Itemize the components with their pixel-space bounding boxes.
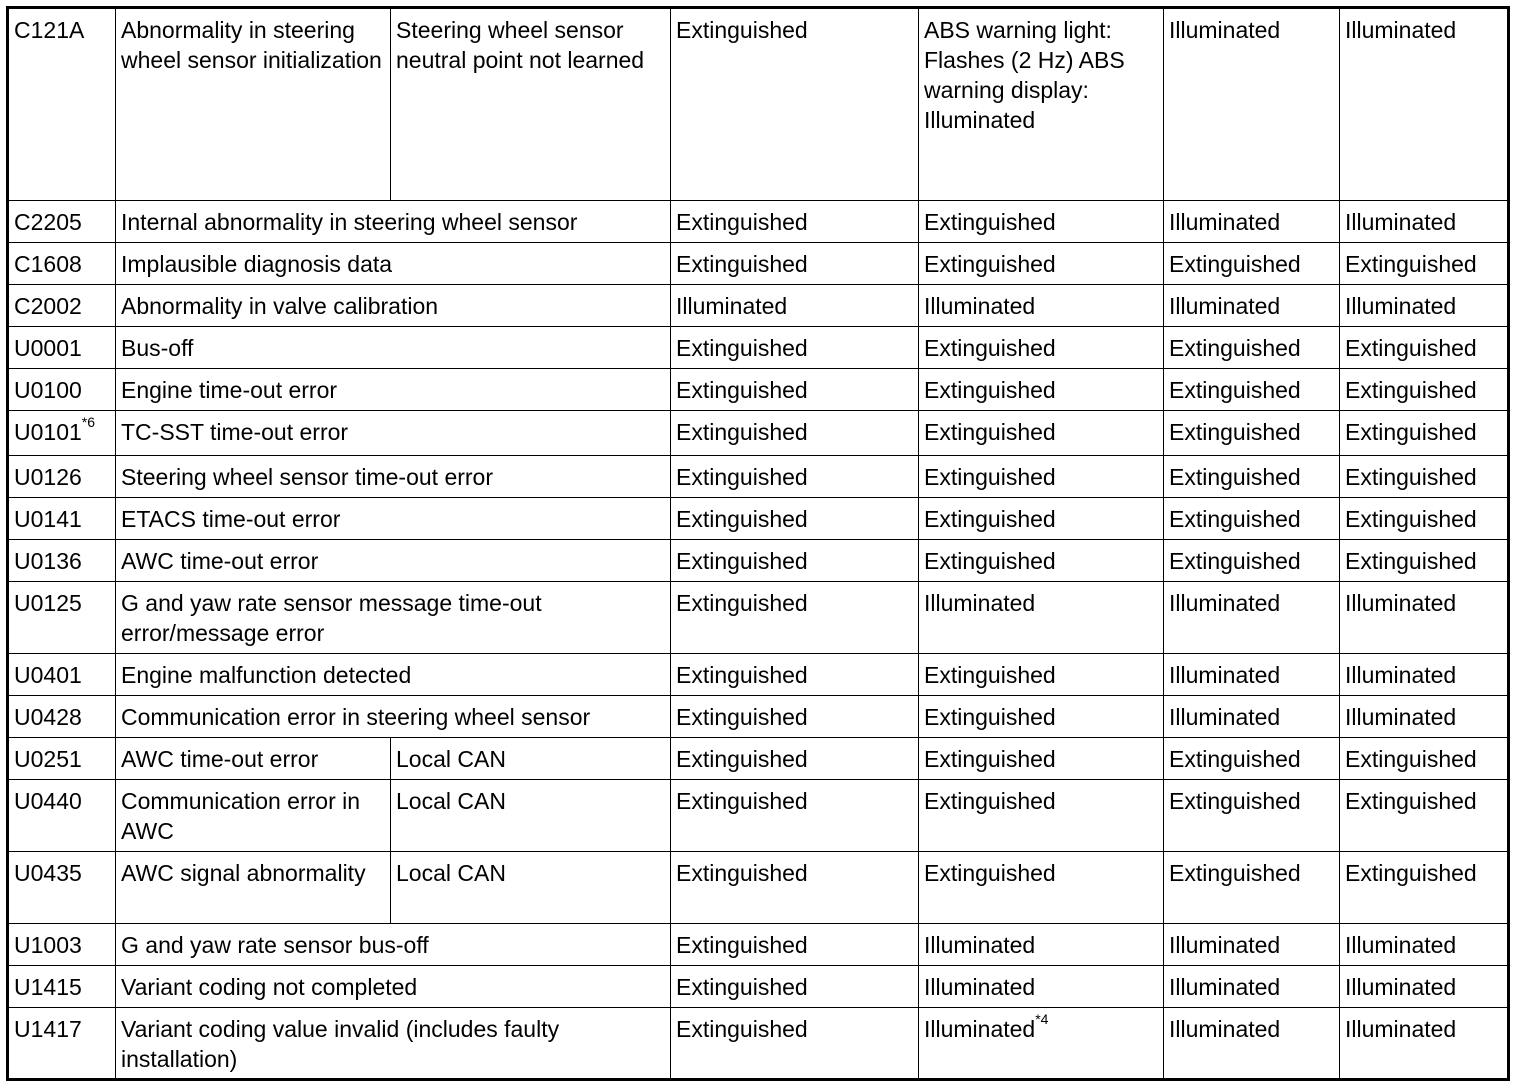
status-col4-cell: Illuminated xyxy=(1340,696,1509,738)
status-col3-cell: Extinguished xyxy=(1164,852,1340,924)
sub-condition-cell: Steering wheel sensor neutral point not learned xyxy=(391,8,671,201)
status-col4-cell: Illuminated xyxy=(1340,201,1509,243)
status-col1-cell: Extinguished xyxy=(671,540,919,582)
table-row xyxy=(8,696,1509,738)
table-row xyxy=(8,411,1509,456)
status-col2-cell: Extinguished xyxy=(919,201,1164,243)
status-col2-cell: Extinguished xyxy=(919,540,1164,582)
description-cell: AWC time-out error xyxy=(116,738,391,780)
status-col4-cell: Illuminated xyxy=(1340,966,1509,1008)
status-col1-cell: Extinguished xyxy=(671,243,919,285)
dtc-code-cell: U1003 xyxy=(8,924,116,966)
table-row xyxy=(8,540,1509,582)
status-col2-cell: Extinguished xyxy=(919,852,1164,924)
dtc-code-cell: U0428 xyxy=(8,696,116,738)
status-col1-cell: Extinguished xyxy=(671,654,919,696)
table-row xyxy=(8,456,1509,498)
status-col2-cell: Extinguished xyxy=(919,696,1164,738)
footnote-marker: *6 xyxy=(81,414,96,431)
status-col4-cell: Extinguished xyxy=(1340,498,1509,540)
description-cell: Abnormality in steering wheel sensor initialization xyxy=(116,8,391,201)
table-row xyxy=(8,285,1509,327)
table-row xyxy=(8,498,1509,540)
status-col3-cell: Extinguished xyxy=(1164,327,1340,369)
status-col3-cell: Illuminated xyxy=(1164,654,1340,696)
description-cell: Engine malfunction detected xyxy=(116,654,671,696)
dtc-code-cell: U0251 xyxy=(8,738,116,780)
status-col2-cell: Extinguished xyxy=(919,654,1164,696)
dtc-code-cell: U0100 xyxy=(8,369,116,411)
table-row xyxy=(8,966,1509,1008)
status-col3-cell: Illuminated xyxy=(1164,8,1340,201)
status-col3-cell: Extinguished xyxy=(1164,540,1340,582)
status-col3-cell: Illuminated xyxy=(1164,966,1340,1008)
status-col2-cell xyxy=(919,1008,1164,1080)
description-cell: AWC time-out error xyxy=(116,540,671,582)
dtc-code-cell: C2002 xyxy=(8,285,116,327)
status-text: Illuminated xyxy=(924,1016,1036,1042)
status-col1-cell: Extinguished xyxy=(671,498,919,540)
status-col4-cell: Extinguished xyxy=(1340,852,1509,924)
dtc-code-cell: U0125 xyxy=(8,582,116,654)
dtc-code-cell: U0435 xyxy=(8,852,116,924)
status-col2-cell: Extinguished xyxy=(919,369,1164,411)
status-col1-cell: Extinguished xyxy=(671,1008,919,1080)
table-row xyxy=(8,852,1509,924)
footnote-marker: *4 xyxy=(1035,1011,1049,1028)
status-col2-cell: Illuminated xyxy=(919,966,1164,1008)
status-col2-cell: Extinguished xyxy=(919,780,1164,852)
description-cell: Steering wheel sensor time-out error xyxy=(116,456,671,498)
status-col2-cell: Extinguished xyxy=(919,243,1164,285)
table-row xyxy=(8,201,1509,243)
status-col3-cell: Extinguished xyxy=(1164,456,1340,498)
dtc-code-cell: U0001 xyxy=(8,327,116,369)
status-col1-cell: Extinguished xyxy=(671,852,919,924)
status-col4-cell: Illuminated xyxy=(1340,8,1509,201)
description-cell: Communication error in AWC xyxy=(116,780,391,852)
table-row xyxy=(8,243,1509,285)
status-col2-cell: Extinguished xyxy=(919,411,1164,456)
description-cell: Engine time-out error xyxy=(116,369,671,411)
description-cell: G and yaw rate sensor bus-off xyxy=(116,924,671,966)
status-col3-cell: Illuminated xyxy=(1164,285,1340,327)
dtc-code-cell: U0141 xyxy=(8,498,116,540)
status-col3-cell: Illuminated xyxy=(1164,582,1340,654)
status-col2-cell: Illuminated xyxy=(919,285,1164,327)
status-col2-cell: Extinguished xyxy=(919,327,1164,369)
status-col1-cell: Extinguished xyxy=(671,201,919,243)
status-col1-cell: Extinguished xyxy=(671,411,919,456)
description-cell: G and yaw rate sensor message time-out error/message error xyxy=(116,582,671,654)
description-cell: Internal abnormality in steering wheel sensor xyxy=(116,201,671,243)
description-cell: Variant coding value invalid (includes faulty installation) xyxy=(116,1008,671,1080)
status-col1-cell: Extinguished xyxy=(671,8,919,201)
description-cell: TC-SST time-out error xyxy=(116,411,671,456)
status-col4-cell: Extinguished xyxy=(1340,411,1509,456)
description-cell: Implausible diagnosis data xyxy=(116,243,671,285)
table-row xyxy=(8,1008,1509,1080)
status-col3-cell: Extinguished xyxy=(1164,243,1340,285)
status-col2-cell: Extinguished xyxy=(919,456,1164,498)
status-col3-cell: Extinguished xyxy=(1164,780,1340,852)
status-col4-cell: Illuminated xyxy=(1340,285,1509,327)
dtc-code-cell: U1415 xyxy=(8,966,116,1008)
table-row xyxy=(8,369,1509,411)
description-cell: Abnormality in valve calibration xyxy=(116,285,671,327)
status-col1-cell: Extinguished xyxy=(671,966,919,1008)
status-col4-cell: Extinguished xyxy=(1340,327,1509,369)
table-row xyxy=(8,8,1509,201)
status-col4-cell: Extinguished xyxy=(1340,243,1509,285)
dtc-code-cell: C1608 xyxy=(8,243,116,285)
status-col1-cell: Extinguished xyxy=(671,780,919,852)
status-col1-cell: Extinguished xyxy=(671,369,919,411)
status-col1-cell: Extinguished xyxy=(671,456,919,498)
status-col1-cell: Extinguished xyxy=(671,696,919,738)
dtc-code-cell xyxy=(8,411,116,456)
status-col1-cell: Illuminated xyxy=(671,285,919,327)
table-row xyxy=(8,327,1509,369)
sub-condition-cell: Local CAN xyxy=(391,780,671,852)
dtc-code-cell: U1417 xyxy=(8,1008,116,1080)
description-cell: Communication error in steering wheel sensor xyxy=(116,696,671,738)
dtc-code-cell: U0136 xyxy=(8,540,116,582)
status-col4-cell: Extinguished xyxy=(1340,369,1509,411)
table-row xyxy=(8,582,1509,654)
status-col1-cell: Extinguished xyxy=(671,738,919,780)
status-col1-cell: Extinguished xyxy=(671,582,919,654)
table-row xyxy=(8,780,1509,852)
status-col2-cell: Illuminated xyxy=(919,924,1164,966)
status-col4-cell: Illuminated xyxy=(1340,654,1509,696)
dtc-code-cell: C121A xyxy=(8,8,116,201)
status-col4-cell: Extinguished xyxy=(1340,738,1509,780)
sub-condition-cell: Local CAN xyxy=(391,852,671,924)
status-col3-cell: Illuminated xyxy=(1164,1008,1340,1080)
description-cell: ETACS time-out error xyxy=(116,498,671,540)
sub-condition-cell: Local CAN xyxy=(391,738,671,780)
status-col4-cell: Illuminated xyxy=(1340,582,1509,654)
dtc-code-cell: U0440 xyxy=(8,780,116,852)
status-col4-cell: Extinguished xyxy=(1340,456,1509,498)
description-cell: Variant coding not completed xyxy=(116,966,671,1008)
status-col3-cell: Extinguished xyxy=(1164,411,1340,456)
dtc-code-cell: U0401 xyxy=(8,654,116,696)
status-col4-cell: Illuminated xyxy=(1340,1008,1509,1080)
table-row xyxy=(8,654,1509,696)
description-cell: Bus-off xyxy=(116,327,671,369)
status-col3-cell: Extinguished xyxy=(1164,498,1340,540)
status-col3-cell: Illuminated xyxy=(1164,924,1340,966)
status-col2-cell: ABS warning light: Flashes (2 Hz) ABS warning display: Illuminated xyxy=(919,8,1164,201)
dtc-code-text: U0101 xyxy=(14,419,82,445)
table-row xyxy=(8,924,1509,966)
status-col3-cell: Illuminated xyxy=(1164,696,1340,738)
dtc-code-cell: C2205 xyxy=(8,201,116,243)
status-col2-cell: Extinguished xyxy=(919,738,1164,780)
status-col3-cell: Extinguished xyxy=(1164,738,1340,780)
status-col2-cell: Illuminated xyxy=(919,582,1164,654)
status-col3-cell: Extinguished xyxy=(1164,369,1340,411)
dtc-code-cell: U0126 xyxy=(8,456,116,498)
description-cell: AWC signal abnormality xyxy=(116,852,391,924)
status-col1-cell: Extinguished xyxy=(671,327,919,369)
status-col2-cell: Extinguished xyxy=(919,498,1164,540)
status-col4-cell: Extinguished xyxy=(1340,780,1509,852)
status-col4-cell: Illuminated xyxy=(1340,924,1509,966)
status-col4-cell: Extinguished xyxy=(1340,540,1509,582)
table-row xyxy=(8,738,1509,780)
dtc-table xyxy=(6,6,1510,1081)
status-col3-cell: Illuminated xyxy=(1164,201,1340,243)
status-col1-cell: Extinguished xyxy=(671,924,919,966)
